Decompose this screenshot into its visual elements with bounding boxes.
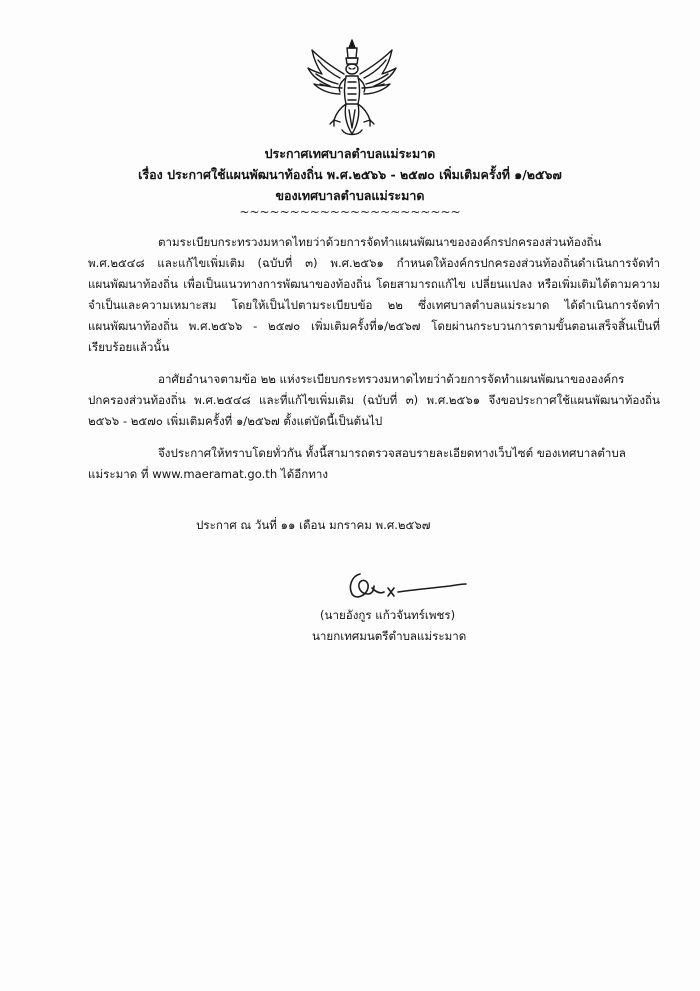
paragraph-2-line-1: อาศัยอำนาจตามข้อ ๒๒ แห่งระเบียบกระทรวงมหาดไทยว่าด้วยการจัดทำแผนพัฒนาขององค์กร [158,372,625,386]
paragraph-2-line-3: ๒๕๖๖ - ๒๕๗๐ เพิ่มเติมครั้งที่ ๑/๒๕๖๗ ตั้งแต่บัดนี้เป็นต้นไป [88,414,383,428]
paragraph-1-line-3: แผนพัฒนาท้องถิ่น เพื่อเป็นแนวทางการพัฒนาของท้องถิ่น โดยสามารถแก้ไข เปลี่ยนแปลง หรือเพิ่มเติมได้ตามความ [88,277,660,291]
paragraph-1-line-4: จำเป็นและความเหมาะสม โดยให้เป็นไปตามระเบียบข้อ ๒๒ ซึ่งเทศบาลตำบลแม่ระมาด ได้ดำเนินการจัดทำ [88,298,660,312]
paragraph-1-line-6: เรียบร้อยแล้วนั้น [88,340,170,354]
paragraph-1-line-1: ตามระเบียบกระทรวงมหาดไทยว่าด้วยการจัดทำแผนพัฒนาขององค์กรปกครองส่วนท้องถิ่น [158,235,602,249]
garuda-emblem-icon [306,38,398,140]
announcement-title: ประกาศเทศบาลตำบลแม่ระมาด [264,146,436,161]
announcement-subject: เรื่อง ประกาศใช้แผนพัฒนาท้องถิ่น พ.ศ.๒๕๖๖ - ๒๕๗๐ เพิ่มเติมครั้งที่ ๑/๒๕๖๗ [138,167,562,182]
handwritten-signature [342,566,472,606]
paragraph-3-line-1: จึงประกาศให้ทราบโดยทั่วกัน ทั้งนี้สามารถตรวจสอบรายละเอียดทางเว็บไซต์ ของเทศบาลตำบล [158,446,626,460]
paragraph-2-line-2: ปกครองส่วนท้องถิ่น พ.ศ.๒๕๔๘ และที่แก้ไขเพิ่มเติม (ฉบับที่ ๓) พ.ศ.๒๕๖๑ จึงขอประกาศใช้แผนพัฒนาท้องถิ่น [88,393,660,407]
heading-separator: ~~~~~~~~~~~~~~~~~~~~~~ [239,205,461,219]
announcement-date: ประกาศ ณ วันที่ ๑๑ เดือน มกราคม พ.ศ.๒๕๖๗ [196,518,431,532]
announcement-issuer: ของเทศบาลตำบลแม่ระมาด [275,188,425,203]
paragraph-3-line-2: แม่ระมาด ที่ www.maeramat.go.th ได้อีกทาง [88,467,329,481]
paragraph-1-line-2: พ.ศ.๒๕๔๘ และแก้ไขเพิ่มเติม (ฉบับที่ ๓) พ.ศ.๒๕๖๑ กำหนดให้องค์กรปกครองส่วนท้องถิ่นดำเนินการจัดทำ [88,256,660,270]
signer-position: นายกเทศมนตรีตำบลแม่ระมาด [312,629,467,643]
paragraph-1-line-5: แผนพัฒนาท้องถิ่น พ.ศ.๒๕๖๖ - ๒๕๗๐ เพิ่มเติมครั้งที่๑/๒๕๖๗ โดยผ่านกระบวนการตามขั้นตอนเสร็จสิ้นเป็นที่ [88,319,660,333]
signer-name: (นายอังกูร แก้วจันทร์เพชร) [320,608,456,622]
